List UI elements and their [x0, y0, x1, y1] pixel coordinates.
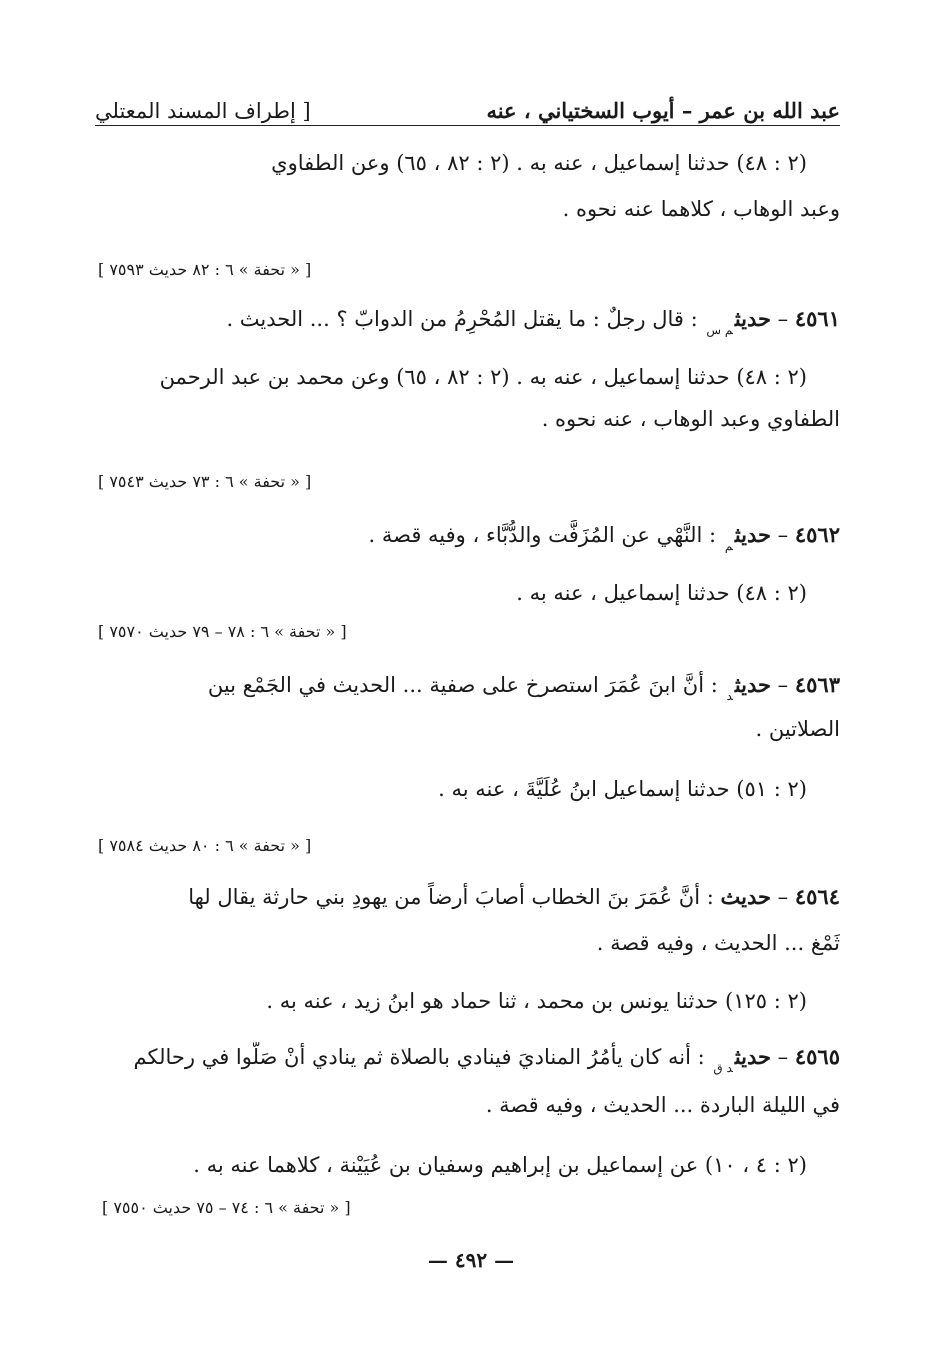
- source-marker: م: [724, 539, 733, 553]
- hadith-text-line-2: في الليلة الباردة ... الحديث ، وفيه قصة .: [485, 1093, 840, 1117]
- source-marker: د ق: [713, 1061, 733, 1075]
- tuhfa-reference: [ « تحفة » ٦ : ٧٣ حديث ٧٥٤٣ ]: [98, 472, 312, 491]
- hadith-text: : النَّهْي عن المُزَفَّت والدُّبَّاء ، وفيه قصة .: [368, 523, 717, 547]
- hadith-entry-4562: ٤٥٦٢ – حديث$_م$ : النَّهْي عن المُزَفَّت والدُّبَّاء ، وفيه قصة .: [368, 522, 840, 553]
- hadith-number: ٤٥٦٢: [794, 522, 840, 547]
- hadith-keyword: حديث: [734, 1044, 771, 1069]
- intro-line-2: وعبد الوهاب ، كلاهما عنه نحوه .: [562, 197, 840, 221]
- intro-reference: [ « تحفة » ٦ : ٨٢ حديث ٧٥٩٣ ]: [98, 260, 312, 279]
- header-book-title: [ إطراف المسند المعتلي: [95, 99, 311, 123]
- hadith-keyword: حديث: [734, 306, 771, 331]
- hadith-number: ٤٥٦١: [794, 306, 840, 331]
- tuhfa-reference: [ « تحفة » ٦ : ٧٤ – ٧٥ حديث ٧٥٥٠ ]: [102, 1198, 351, 1217]
- source-marker: د: [726, 689, 733, 703]
- hadith-number: ٤٥٦٤: [794, 884, 840, 909]
- header-title: عبد الله بن عمر – أيوب السختياني ، عنه: [486, 98, 840, 123]
- hadith-number: ٤٥٦٣: [794, 672, 840, 697]
- hadith-entry-4563: ٤٥٦٣ – حديث$_د$ : أنَّ ابنَ عُمَرَ استصرخ على صفية ... الحديث في الجَمْع بين: [207, 672, 840, 703]
- hadith-keyword: حديث: [734, 672, 771, 697]
- hadith-text: : أنَّ ابنَ عُمَرَ استصرخ على صفية ... الحديث في الجَمْع بين: [207, 673, 718, 697]
- page-number: — ٤٩٢ —: [427, 1248, 515, 1272]
- intro-line-1: (٢ : ٤٨) حدثنا إسماعيل ، عنه به . (٢ : ٨٢ ، ٦٥) وعن الطفاوي: [271, 151, 807, 175]
- hadith-entry-4564: ٤٥٦٤ – حديث : أنَّ عُمَرَ بنَ الخطاب أصابَ أرضاً من يهودِ بني حارثة يقال لها: [188, 884, 840, 909]
- chain-line-1: (٢ : ٤٨) حدثنا إسماعيل ، عنه به . (٢ : ٨٢ ، ٦٥) وعن محمد بن عبد الرحمن: [159, 365, 807, 389]
- hadith-text: : قال رجلٌ : ما يقتل المُحْرِمُ من الدوابّ ؟ ... الحديث .: [226, 307, 698, 331]
- hadith-text: : أنه كان يأمُرُ المناديَ فينادي بالصلاة ثم ينادي أنْ صَلُّوا في رحالكم: [133, 1045, 705, 1069]
- chain-line-1: (٢ : ٤ ، ١٠) عن إسماعيل بن إبراهيم وسفيان بن عُيَيْنة ، كلاهما عنه به .: [193, 1153, 807, 1177]
- chain-line-1: (٢ : ٤٨) حدثنا إسماعيل ، عنه به .: [516, 581, 807, 605]
- hadith-keyword: حديث: [720, 884, 771, 909]
- hadith-text: : أنَّ عُمَرَ بنَ الخطاب أصابَ أرضاً من يهودِ بني حارثة يقال لها: [188, 885, 714, 909]
- hadith-text-line-2: الصلاتين .: [755, 717, 840, 741]
- chain-line-2: الطفاوي وعبد الوهاب ، عنه نحوه .: [541, 407, 840, 431]
- tuhfa-reference: [ « تحفة » ٦ : ٧٨ – ٧٩ حديث ٧٥٧٠ ]: [98, 622, 347, 641]
- hadith-keyword: حديث: [734, 522, 771, 547]
- chain-line-1: (٢ : ١٢٥) حدثنا يونس بن محمد ، ثنا حماد هو ابنُ زيد ، عنه به .: [266, 989, 807, 1013]
- hadith-text-line-2: ثَمْغ ... الحديث ، وفيه قصة .: [596, 931, 840, 955]
- hadith-entry-4561: ٤٥٦١ – حديث$_{م س}$ : قال رجلٌ : ما يقتل المُحْرِمُ من الدوابّ ؟ ... الحديث .: [226, 306, 840, 337]
- tuhfa-reference: [ « تحفة » ٦ : ٨٠ حديث ٧٥٨٤ ]: [98, 836, 312, 855]
- running-header: [95, 92, 840, 126]
- hadith-number: ٤٥٦٥: [794, 1044, 840, 1069]
- hadith-entry-4565: ٤٥٦٥ – حديث$_{د ق}$ : أنه كان يأمُرُ المناديَ فينادي بالصلاة ثم ينادي أنْ صَلُّوا في رحالكم: [133, 1044, 840, 1075]
- source-marker: م س: [706, 323, 733, 337]
- chain-line-1: (٢ : ٥١) حدثنا إسماعيل ابنُ عُلَيَّةَ ، عنه به .: [438, 777, 807, 801]
